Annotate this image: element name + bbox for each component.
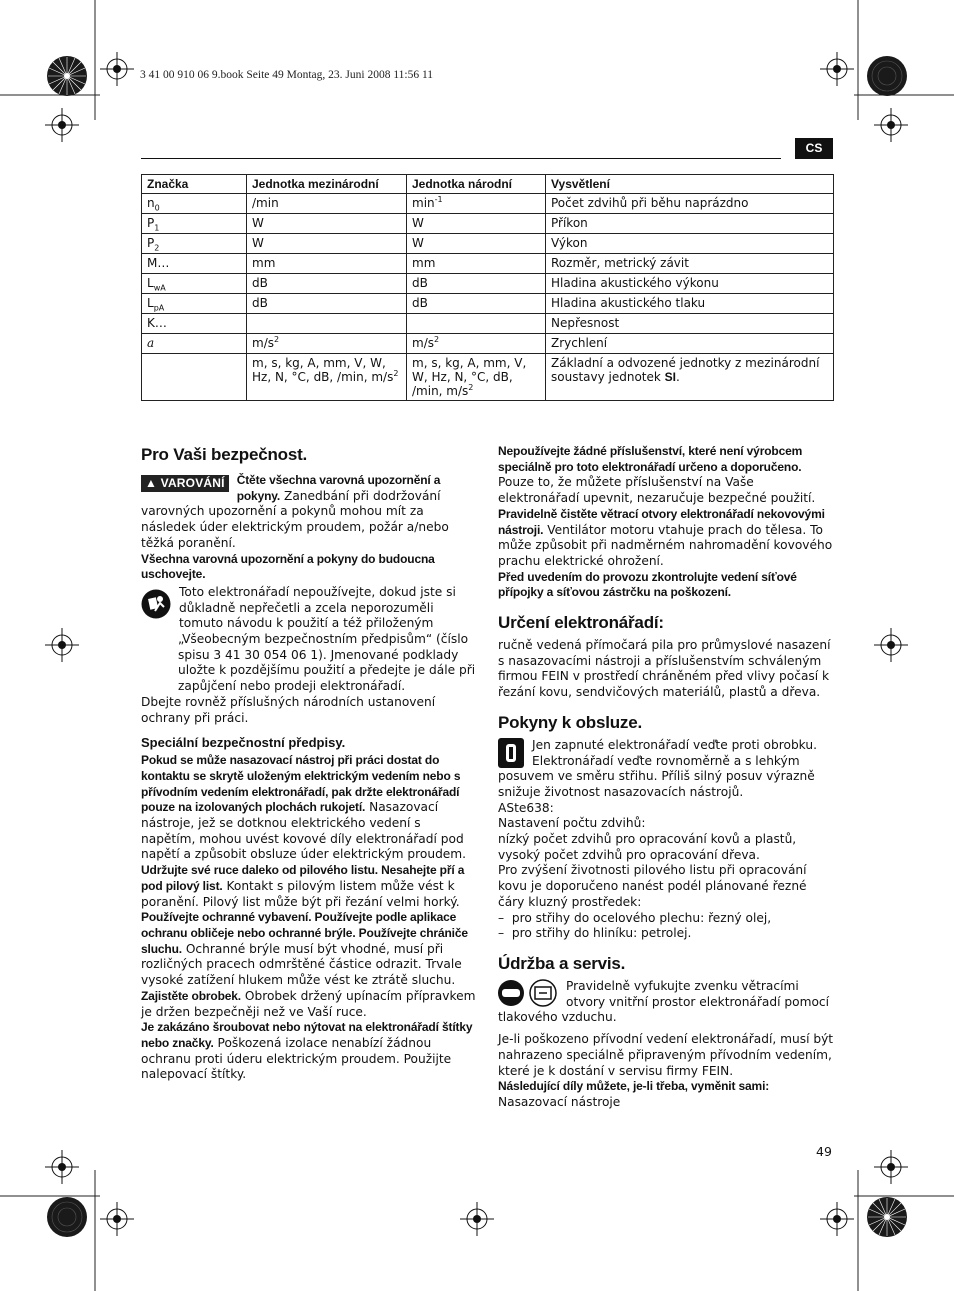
- intl-unit-cell: [247, 314, 407, 334]
- table-row: [142, 274, 834, 294]
- cord-check-note: Před uvedením do provozu zkontrolujte vedení síťové přípojky a síťovou zástrčku na poškození.: [498, 569, 797, 600]
- symbol-cell: $P_2$: [142, 234, 247, 254]
- symbol-cell: a: [142, 334, 247, 354]
- intl-unit-cell: m, s, kg, A, mm, V, W, Hz, N, °C, dB, /min, $m/s^2$: [247, 354, 407, 401]
- national-unit-cell: [407, 314, 546, 334]
- accessories-warning: Nepoužívejte žádné příslušenství, které není výrobcem speciálně pro toto elektronářadí určeno a doporučeno.: [498, 444, 803, 474]
- starburst-mark-icon: [46, 1196, 88, 1238]
- stroke-setting-label: Nastavení počtu zdvihů:: [498, 816, 646, 831]
- blade-life-paragraph: Pro zvýšení životnosti pilového listu při opracování kovu je doporučeno nanést podél plánované řezné čáry kluzný prostředek:: [498, 863, 807, 909]
- symbol-cell: $L_{wA}$: [142, 274, 247, 294]
- safety-paragraph: Udržujte své ruce daleko od pilového listu. Nesahejte pří a pod pilový list. Kontakt s pilovým listem může vést k poranění. Pilový list může být při řezání velmi horký.: [141, 863, 465, 909]
- registration-target-icon: [100, 52, 134, 86]
- warning-badge: ▲ VAROVÁNÍ: [141, 475, 229, 492]
- stroke-setting-paragraph: nízký počet zdvihů pro opracování kovů a plastů, vysoký počet zdvihů pro opracování dřeva.: [498, 832, 797, 862]
- safety-paragraph: Pokud se může nasazovací nástroj při práci dostat do kontaktu se skrytě uloženým elektrickým vedením nebo s přívodním vedením elektronářadí, pak držte elektronářadí pouze na izolovaných plochách rukojetí. Nasazovací nástroje, jež se dotknou elektrického vedení s napětím, mohou uvést kovové díly elektronářadí pod napětí a způsobit obsluze úder elektrickým proudem.: [141, 753, 467, 862]
- section-title-purpose: Určení elektronářadí:: [498, 613, 664, 633]
- language-badge: CS: [795, 138, 833, 159]
- symbol-cell: M…: [142, 254, 247, 274]
- table-row: [142, 294, 834, 314]
- national-rules-paragraph: Dbejte rovněž příslušných národních ustanovení ochrany při práci.: [141, 694, 436, 725]
- right-column: [498, 444, 834, 1111]
- ear-protection-icon: [498, 738, 524, 768]
- warning-triangle-icon: ▲: [145, 476, 158, 490]
- safety-paragraph: Zajistěte obrobek. Obrobek držený upínacím přípravkem je držen bezpečněji než ve Vaší ruce.: [141, 988, 476, 1019]
- registration-target-icon: [820, 52, 854, 86]
- units-table: [141, 174, 834, 401]
- maintenance-block: [498, 979, 834, 1026]
- list-item: – pro střihy do hliníku: petrolej.: [498, 926, 692, 941]
- registration-target-icon: [45, 1150, 79, 1184]
- national-unit-cell: $m/s^2$: [407, 334, 546, 354]
- column-header: Jednotka národní: [407, 175, 546, 194]
- intl-unit-cell: $m/s^2$: [247, 334, 407, 354]
- purpose-paragraph: ručně vedená přímočará pila pro průmyslové nasazení s nasazovacími nástroji a příslušenstvím schváleným firmou FEIN v prostředí chráněném před vlivy počasí k řezání kovu, sendvičových materiálů, plastů a dřeva.: [498, 638, 831, 700]
- national-unit-cell: dB: [407, 294, 546, 314]
- registration-target-icon: [874, 1150, 908, 1184]
- manual-block: [141, 585, 476, 695]
- header-rule: [141, 158, 781, 159]
- registration-target-icon: [874, 108, 908, 142]
- registration-target-icon: [100, 1202, 134, 1236]
- operation-paragraph: Jen zapnuté elektronářadí veďte proti obrobku. Elektronářadí veďte rovnoměrně a s lehkým posuvem ve směru střihu. Příliš silný posuv výrazně snižuje životnost nasazovacích nástrojů.: [498, 737, 817, 799]
- section-title-operation: Pokyny k obsluze.: [498, 712, 642, 732]
- cord-replacement-paragraph: Je-li poškozeno přívodní vedení elektronářadí, musí být nahrazeno speciálně připraveným přívodním vedením, které je k dostání v servisu firmy FEIN.: [498, 1032, 834, 1078]
- goggles-dust-mask-icons: [498, 979, 558, 1007]
- intl-unit-cell: dB: [247, 274, 407, 294]
- intl-unit-cell: /min: [247, 194, 407, 214]
- registration-target-icon: [874, 628, 908, 662]
- table-row: [142, 314, 834, 334]
- symbol-cell: $L_{pA}$: [142, 294, 247, 314]
- description-cell: Výkon: [546, 234, 834, 254]
- table-row: [142, 354, 834, 401]
- national-unit-cell: W: [407, 234, 546, 254]
- description-cell: Příkon: [546, 214, 834, 234]
- replaceable-parts-item: Nasazovací nástroje: [498, 1094, 621, 1109]
- intl-unit-cell: W: [247, 234, 407, 254]
- symbol-cell: $P_1$: [142, 214, 247, 234]
- symbol-cell: $n_0$: [142, 194, 247, 214]
- national-unit-cell: $\min^{-1}$: [407, 194, 546, 214]
- model-label: ASte638:: [498, 800, 554, 815]
- safety-paragraph: Používejte ochranné vybavení. Používejte podle aplikace ochranu obličeje nebo ochranné brýle. Používejte chrániče sluchu. Ochranné brýle musí být vhodné, musí při rozličných pracech odmrštěné částice odrazit. Trvale vysoké zatížení hlukem může vést ke ztrátě sluchu.: [141, 910, 468, 988]
- warning-block: [141, 473, 476, 552]
- table-row: [142, 214, 834, 234]
- symbol-cell: [142, 354, 247, 401]
- keep-instructions-note: Všechna varovná upozornění a pokyny do budoucna uschovejte.: [141, 551, 435, 582]
- description-cell: Hladina akustického výkonu: [546, 274, 834, 294]
- replaceable-parts-title: Následující díly můžete, je-li třeba, vyměnit sami:: [498, 1079, 770, 1094]
- manual-paragraph: Toto elektronářadí nepoužívejte, dokud jste si důkladně nepřečetli a zcela neporozuměli tomuto návodu k použití a též přiloženým „Všeobecným bezpečnostním předpisům“ (číslo spisu 3 41 30 054 06 1). Jmenované podklady uložte k pozdějšímu použití a předejte je dále při zapůjčení nebo prodeji elektronářadí.: [178, 584, 476, 694]
- print-job-line: 3 41 00 910 06 9.book Seite 49 Montag, 23. Juni 2008 11:56 11: [140, 69, 434, 81]
- intl-unit-cell: dB: [247, 294, 407, 314]
- symbol-cell: K…: [142, 314, 247, 334]
- description-cell: Hladina akustického tlaku: [546, 294, 834, 314]
- starburst-mark-icon: [46, 55, 88, 97]
- table-row: [142, 334, 834, 354]
- national-unit-cell: mm: [407, 254, 546, 274]
- national-unit-cell: dB: [407, 274, 546, 294]
- accessories-paragraph: Pouze to, že můžete příslušenství na Vaše elektronářadí upevnit, nezaručuje bezpečné použití.: [498, 475, 816, 506]
- table-row: [142, 234, 834, 254]
- national-unit-cell: W: [407, 214, 546, 234]
- intl-unit-cell: W: [247, 214, 407, 234]
- warning-paragraph: Čtěte všechna varovná upozornění a pokyny. Zanedbání při dodržování varovných upozornění a pokynů mohou mít za následek úder elektrickým proudem, požár a/nebo těžká poranění.: [141, 473, 449, 550]
- column-header: Jednotka mezinárodní: [247, 175, 407, 194]
- registration-target-icon: [45, 628, 79, 662]
- table-row: [142, 194, 834, 214]
- section-title-safety: Pro Vaši bezpečnost.: [141, 445, 308, 464]
- safety-paragraph: Je zakázáno šroubovat nebo nýtovat na elektronářadí štítky nebo značky. Poškozená izolace nenabízí žádnou ochranu proti úderu elektrickým proudem. Použijte nalepovací štítky.: [141, 1020, 473, 1082]
- read-manual-icon: [141, 589, 171, 619]
- description-cell: Nepřesnost: [546, 314, 834, 334]
- table-row: [142, 254, 834, 274]
- national-unit-cell: m, s, kg, A, mm, V, W, Hz, N, °C, dB, /min, $m/s^2$: [407, 354, 546, 401]
- column-header: Vysvětlení: [546, 175, 834, 194]
- special-safety-title: Speciální bezpečnostní předpisy.: [141, 735, 346, 751]
- section-title-maintenance: Údržba a servis.: [498, 953, 626, 973]
- list-item: – pro střihy do ocelového plechu: řezný olej,: [498, 910, 772, 925]
- table-header-row: [142, 175, 834, 194]
- maintenance-paragraph: Pravidelně vyfukujte zvenku větracími otvory vnitřní prostor elektronářadí pomocí tlakového vzduchu.: [498, 978, 829, 1025]
- intl-unit-cell: mm: [247, 254, 407, 274]
- registration-target-icon: [820, 1202, 854, 1236]
- page-number: 49: [816, 1144, 832, 1159]
- vents-paragraph: Pravidelně čistěte větrací otvory elektronářadí nekovovými nástroji. Ventilátor motoru vtahuje prach do tělesa. To může způsobit při nadměrném nahromadění kovového prachu elektrické ohrožení.: [498, 506, 833, 568]
- starburst-mark-icon: [866, 1196, 908, 1238]
- description-cell: Základní a odvozené jednotky z mezinárodní soustavy jednotek SI.: [546, 354, 834, 401]
- starburst-mark-icon: [866, 55, 908, 97]
- description-cell: Rozměr, metrický závit: [546, 254, 834, 274]
- operation-block: [498, 738, 834, 801]
- registration-target-icon: [460, 1202, 494, 1236]
- left-column: [141, 445, 476, 1083]
- description-cell: Zrychlení: [546, 334, 834, 354]
- column-header: Značka: [142, 175, 247, 194]
- registration-target-icon: [45, 108, 79, 142]
- description-cell: Počet zdvihů při běhu naprázdno: [546, 194, 834, 214]
